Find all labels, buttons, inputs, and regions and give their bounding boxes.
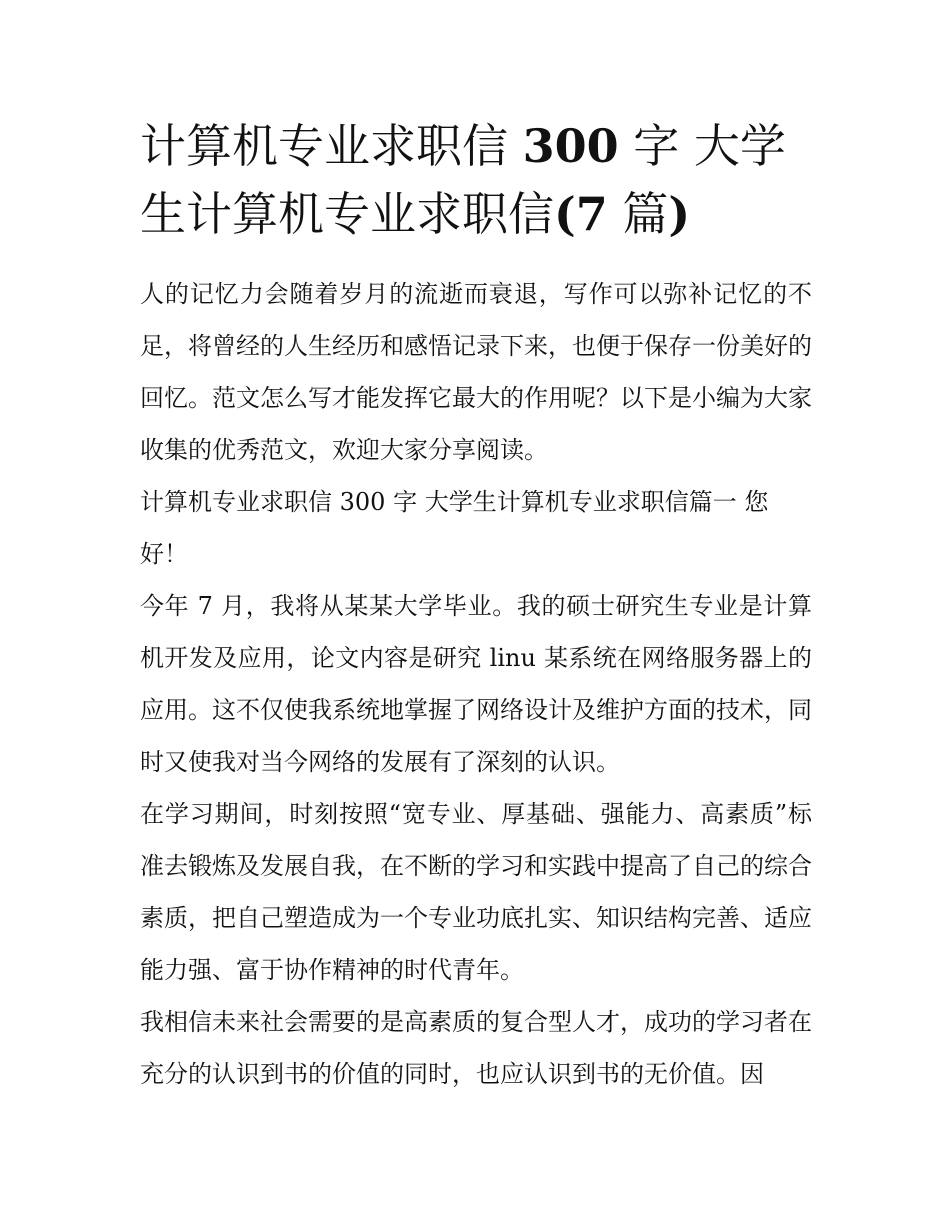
- paragraph-section-heading: 计算机专业求职信 300 字 大学生计算机专业求职信篇一 您好！: [140, 488, 769, 568]
- paragraph-study-period: 在学习期间，时刻按照“宽专业、厚基础、强能力、高素质”标准去锻炼及发展自我，在不断的学习和实践中提高了自己的综合素质，把自己塑造成为一个专业功底扎实、知识结构完善、适应能力强、富于协作精神的时代青年。: [140, 800, 812, 984]
- paragraph-future: 我相信未来社会需要的是高素质的复合型人才，成功的学习者在充分的认识到书的价值的同时，也应认识到书的无价值。因: [140, 1008, 812, 1088]
- document-title: 计算机专业求职信 300 字 大学生计算机专业求职信(7 篇): [140, 119, 786, 241]
- document-page: [140, 112, 812, 1100]
- paragraph-intro: 人的记忆力会随着岁月的流逝而衰退，写作可以弥补记忆的不足，将曾经的人生经历和感悟记录下来，也便于保存一份美好的回忆。范文怎么写才能发挥它最大的作用呢？以下是小编为大家收集的优秀范文，欢迎大家分享阅读。: [140, 280, 812, 464]
- paragraph-graduation: 今年 7 月，我将从某某大学毕业。我的硕士研究生专业是计算机开发及应用，论文内容是研究 linu 某系统在网络服务器上的应用。这不仅使我系统地掌握了网络设计及维护方面的技术，同时又使我对当今网络的发展有了深刻的认识。: [140, 592, 812, 776]
